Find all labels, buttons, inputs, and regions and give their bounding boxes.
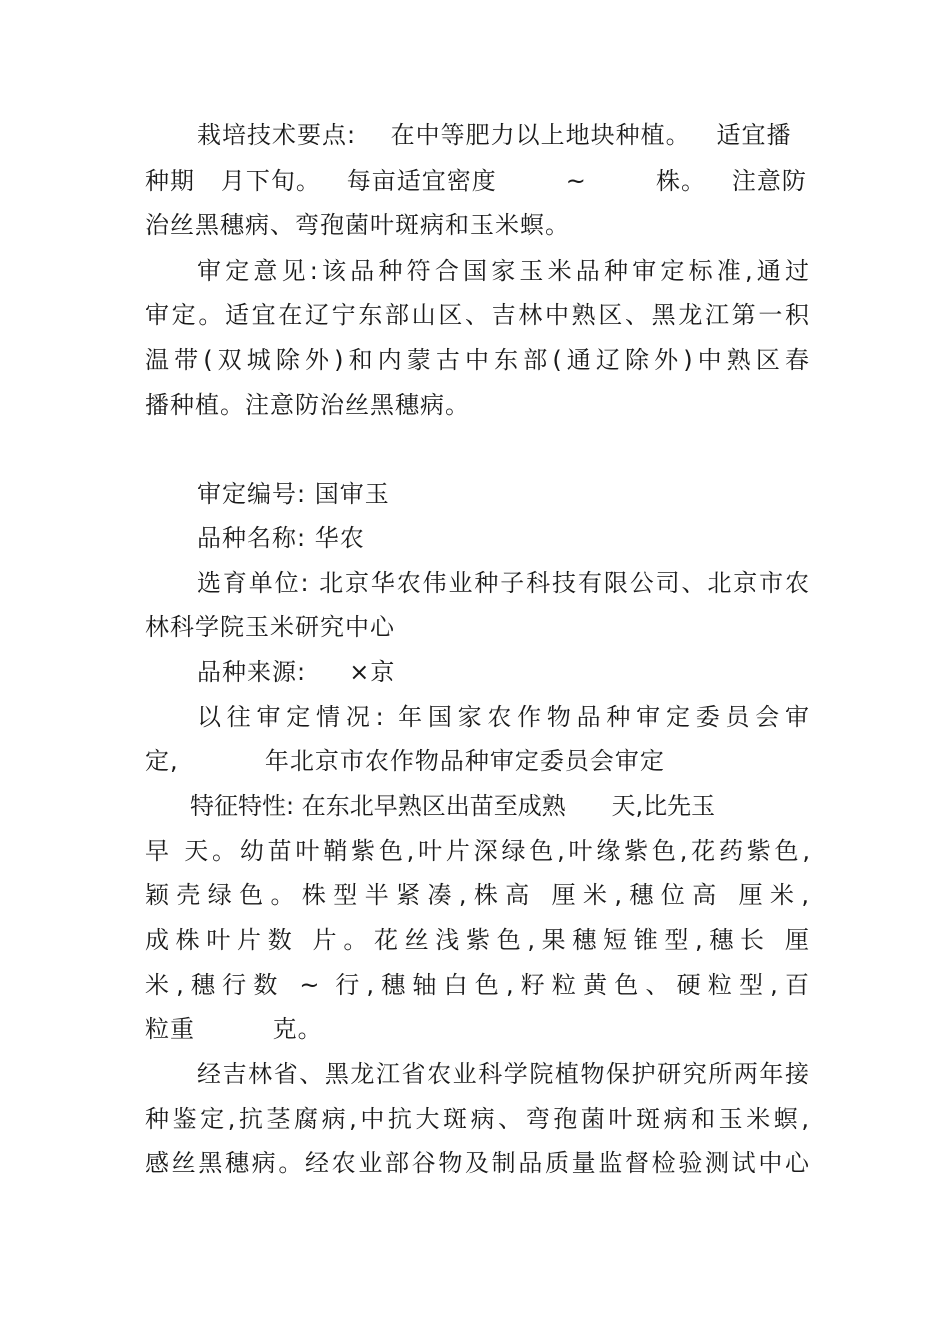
resistance-line-2: 种鉴定,抗茎腐病,中抗大斑病、弯孢菌叶斑病和玉米螟, <box>145 1105 810 1133</box>
variety-name: 品种名称: 华农 <box>197 524 365 552</box>
history-line-2: 定, 年北京市农作物品种审定委员会审定 <box>145 747 665 775</box>
opinion-line-2: 审定。适宜在辽宁东部山区、吉林中熟区、黑龙江第一积 <box>145 301 810 329</box>
traits-line-2: 早 天。幼苗叶鞘紫色,叶片深绿色,叶缘紫色,花药紫色, <box>145 837 810 865</box>
resistance-line-3: 感丝黑穗病。经农业部谷物及制品质量监督检验测试中心 <box>145 1149 810 1177</box>
breeder-line-1: 选育单位: 北京华农伟业种子科技有限公司、北京市农 <box>197 569 810 597</box>
traits-line-3: 颖壳绿色。株型半紧凑,株高 厘米,穗位高 厘米, <box>145 881 810 909</box>
cultivation-line-1: 栽培技术要点: 在中等肥力以上地块种植。 适宜播 <box>197 121 792 149</box>
approval-number: 审定编号: 国审玉 <box>197 480 390 508</box>
history-line-1: 以往审定情况: 年国家农作物品种审定委员会审 <box>197 703 810 731</box>
opinion-line-4: 播种植。注意防治丝黑穗病。 <box>145 391 470 419</box>
opinion-line-3: 温带(双城除外)和内蒙古中东部(通辽除外)中熟区春 <box>145 346 810 374</box>
cultivation-line-2: 种期 月下旬。 每亩适宜密度 ~ 株。 注意防 <box>145 167 807 195</box>
traits-line-6: 粒重 克。 <box>145 1015 323 1043</box>
opinion-line-1: 审定意见:该品种符合国家玉米品种审定标准,通过 <box>197 257 810 285</box>
traits-line-1: 特征特性: 在东北早熟区出苗至成熟 天,比先玉 <box>190 792 716 820</box>
cultivation-line-3: 治丝黑穗病、弯孢菌叶斑病和玉米螟。 <box>145 211 570 239</box>
breeder-line-2: 林科学院玉米研究中心 <box>145 613 395 641</box>
traits-line-5: 米,穗行数 ~ 行,穗轴白色,籽粒黄色、硬粒型,百 <box>145 971 810 999</box>
traits-line-4: 成株叶片数 片。花丝浅紫色,果穗短锥型,穗长 厘 <box>145 926 810 954</box>
resistance-line-1: 经吉林省、黑龙江省农业科学院植物保护研究所两年接 <box>197 1060 810 1088</box>
variety-source: 品种来源: ×京 <box>197 658 396 686</box>
